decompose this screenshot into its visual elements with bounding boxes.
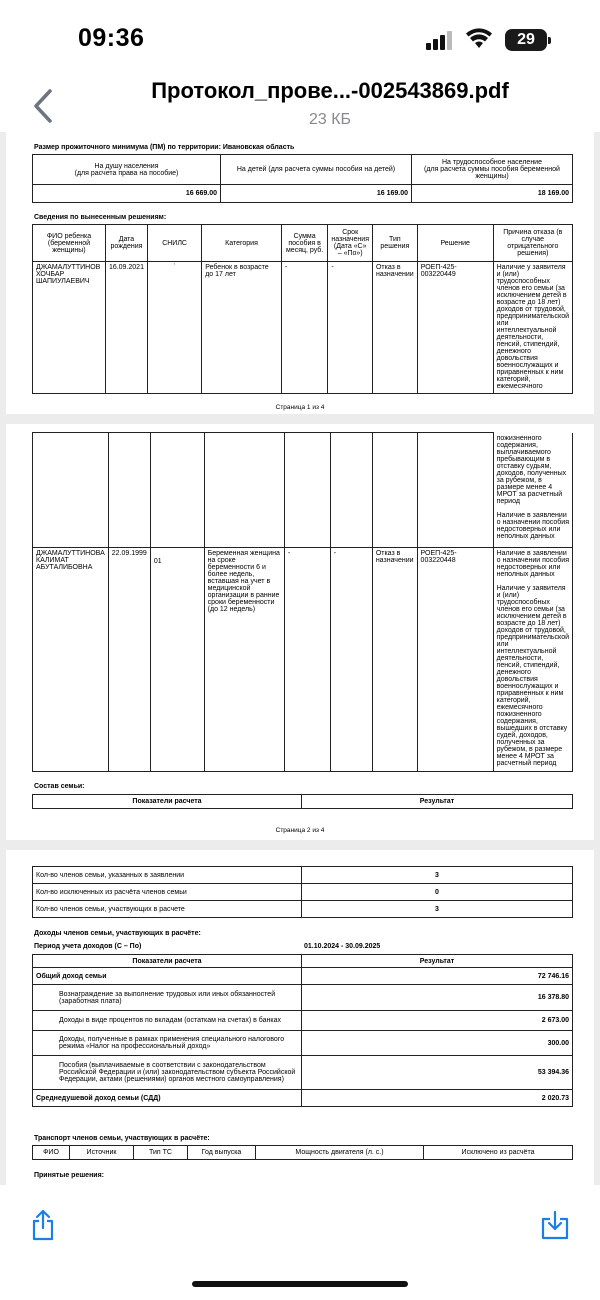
- file-size: 23 КБ: [308, 111, 352, 128]
- column-header: Тип решения: [372, 225, 417, 262]
- row-value: 53 394.36: [302, 1056, 573, 1090]
- pdf-page-1: [6, 132, 594, 414]
- table-row: [33, 968, 573, 985]
- clock: 09:36: [78, 24, 145, 52]
- column-header: Тип ТС: [134, 1146, 188, 1160]
- column-header: Источник: [70, 1146, 134, 1160]
- pm-header: На детей (для расчета суммы пособия на детей): [221, 155, 412, 185]
- column-header: Решение: [417, 225, 493, 262]
- column-header: ФИО ребенка (беременной женщины): [33, 225, 106, 262]
- column-header: Показатели расчета: [33, 795, 302, 809]
- table-row: [33, 1056, 573, 1090]
- refusal-reason: Наличие в заявлении о назначении пособия недостоверных или неполных данных Наличие у заявителя и (или) трудоспособных членов его семьи (за исключением детей в возрасте до 18 лет) доходов от трудовой, предпринимательской или интеллектуальной деятельности, пенсий, стипендий, денежного довольствия военнослужащих и приравненных к ним категорий, ежемесячного пожизненного содержания, вышедших в отставку судей, доходов, полученных за рубежом, в размере менее 4 МРОТ за расчетный период: [493, 548, 572, 772]
- column-header: Исключено из расчёта: [424, 1146, 573, 1160]
- column-header: Срок назначения (Дата «С» – «По»): [328, 225, 373, 262]
- row-value: 2 020.73: [302, 1090, 573, 1107]
- column-header: Год выпуска: [188, 1146, 256, 1160]
- home-indicator[interactable]: [192, 1281, 408, 1287]
- row-value: 72 746.16: [302, 968, 573, 985]
- table-row: [33, 884, 573, 901]
- status-bar: [0, 0, 600, 80]
- table-row: [33, 1090, 573, 1107]
- birth-date: 22.09.1999: [108, 548, 150, 772]
- cellular-signal-icon: [426, 30, 454, 50]
- file-title: Протокол_прове...-002543869.pdf: [151, 78, 509, 103]
- column-header: Сумма пособия в месяц, руб.: [281, 225, 328, 262]
- save-download-icon[interactable]: [540, 1209, 570, 1241]
- period-label: Период учета доходов (С – По): [34, 943, 142, 950]
- row-value: 3: [302, 867, 573, 884]
- pm-value: 16 169.00: [221, 185, 412, 203]
- table-row: [33, 867, 573, 884]
- pm-header: На душу населения (для расчета права на пособие): [33, 155, 221, 185]
- accepted-decisions-title: Принятые решения:: [34, 1172, 105, 1179]
- transport-table: [32, 1145, 573, 1160]
- table-row: [33, 1031, 573, 1056]
- refusal-reason-continued: пожизненного содержания, выплачиваемого пребывающим в отставку судьям, доходов, полученных за рубежом, в размере менее 4 МРОТ за расчетный период: [496, 434, 567, 505]
- row-label: Кол-во членов семьи, указанных в заявлении: [33, 867, 302, 884]
- row-value: 0: [302, 884, 573, 901]
- column-header: СНИЛС: [147, 225, 201, 262]
- period-value: 01.10.2024 - 30.09.2025: [304, 943, 381, 950]
- woman-name: ДЖАМАЛУТТИНОВА КАЛИМАТ АБУТАЛИБОВНА: [33, 548, 109, 772]
- back-chevron-icon[interactable]: [30, 88, 56, 124]
- table-row: [33, 901, 573, 918]
- pm-value: 16 669.00: [33, 185, 221, 203]
- income-title: Доходы членов семьи, участвующих в расчёте:: [34, 930, 201, 937]
- decision-number: РОЕП-425-003220449: [417, 262, 493, 394]
- row-label: Общий доход семьи: [33, 968, 302, 985]
- category: Ребенок в возрасте до 17 лет: [202, 262, 282, 394]
- column-header: Категория: [202, 225, 282, 262]
- battery-indicator: 29: [505, 29, 547, 51]
- row-value: 2 673.00: [302, 1011, 573, 1031]
- bottom-toolbar: [0, 1185, 600, 1300]
- column-header: Результат: [302, 795, 573, 809]
- row-value: 16 378.80: [302, 985, 573, 1011]
- category: Беременная женщина на сроке беременности 6 и более недель, вставшая на учет в медицинской организации в ранние сроки беременности (до 12 недель): [204, 548, 284, 772]
- birth-date: 16.09.2021: [105, 262, 147, 394]
- row-label: Среднедушевой доход семьи (СДД): [33, 1090, 302, 1107]
- table-row: [33, 262, 573, 394]
- column-header: Результат: [302, 955, 573, 968]
- amount: -: [281, 262, 328, 394]
- family-table: [32, 794, 573, 809]
- decisions-title: Сведения по вынесенным решениям:: [34, 214, 167, 221]
- child-name: ДЖАМАЛУТТИНОВ ХОЧБАР ШАПИУЛАЕВИЧ: [33, 262, 106, 394]
- pdf-page-3: [6, 850, 594, 1185]
- decision-type: Отказ в назначении: [372, 262, 417, 394]
- family-title: Состав семьи:: [34, 783, 85, 790]
- row-label: Кол-во членов семьи, участвующих в расчете: [33, 901, 302, 918]
- term: -: [330, 548, 372, 772]
- pm-title: Размер прожиточного минимума (ПМ) по территории: Ивановская область: [34, 144, 295, 151]
- pm-value: 18 169.00: [412, 185, 573, 203]
- page-number: Страница 2 из 4: [275, 827, 325, 834]
- column-header: Показатели расчета: [33, 955, 302, 968]
- family-count-table: [32, 866, 573, 918]
- column-header: Мощность двигателя (л. с.): [256, 1146, 424, 1160]
- decisions-table: [32, 224, 573, 394]
- amount: -: [284, 548, 330, 772]
- wifi-icon: [465, 28, 493, 50]
- share-icon[interactable]: [30, 1209, 56, 1241]
- income-table: [32, 954, 573, 1107]
- table-row: [33, 985, 573, 1011]
- snils: 01: [150, 548, 204, 772]
- refusal-reason: Наличие у заявителя и (или) трудоспособных членов его семьи (за исключением детей в возрасте до 18 лет) доходов от трудовой, предпринимательской или интеллектуальной деятельности, пенсий, стипендий, денежного довольствия военнослужащих и приравненных к ним категорий, ежемесячного: [493, 262, 572, 394]
- column-header: ФИО: [33, 1146, 70, 1160]
- row-label: Доходы в виде процентов по вкладам (остаткам на счетах) в банках: [33, 1011, 302, 1031]
- row-value: 300.00: [302, 1031, 573, 1056]
- page-number: Страница 1 из 4: [275, 404, 325, 411]
- decision-number: РОЕП-425-003220448: [417, 548, 493, 772]
- refusal-reason-continued: Наличие в заявлении о назначении пособия недостоверных или неполных данных: [496, 511, 569, 540]
- table-row: [33, 1011, 573, 1031]
- pm-table: [32, 154, 573, 203]
- decisions-table-continued: [32, 432, 573, 772]
- row-label: Доходы, полученные в рамках применения специального налогового режима «Налог на профессиональный доход»: [33, 1031, 302, 1056]
- column-header: Дата рождения: [105, 225, 147, 262]
- row-label: Пособия (выплачиваемые в соответствии с законодательством Российской Федерации и (или) законодательством субъекта Российской Федерации, актами (решениями) органов местного самоуправления): [33, 1056, 302, 1090]
- decision-type: Отказ в назначении: [372, 548, 417, 772]
- row-label: Вознаграждение за выполнение трудовых или иных обязанностей (заработная плата): [33, 985, 302, 1011]
- row-label: Кол-во исключенных из расчёта членов семьи: [33, 884, 302, 901]
- pm-header: На трудоспособное население (для расчета суммы пособия беременной женщины): [412, 155, 573, 185]
- pdf-page-2: [6, 424, 594, 840]
- pdf-viewer[interactable]: [0, 132, 600, 1185]
- transport-title: Транспорт членов семьи, участвующих в расчёте:: [34, 1135, 210, 1142]
- table-row: [33, 548, 573, 772]
- column-header: Причина отказа (в случае отрицательного решения): [493, 225, 572, 262]
- snils: `: [147, 262, 201, 394]
- term: -: [328, 262, 373, 394]
- row-value: 3: [302, 901, 573, 918]
